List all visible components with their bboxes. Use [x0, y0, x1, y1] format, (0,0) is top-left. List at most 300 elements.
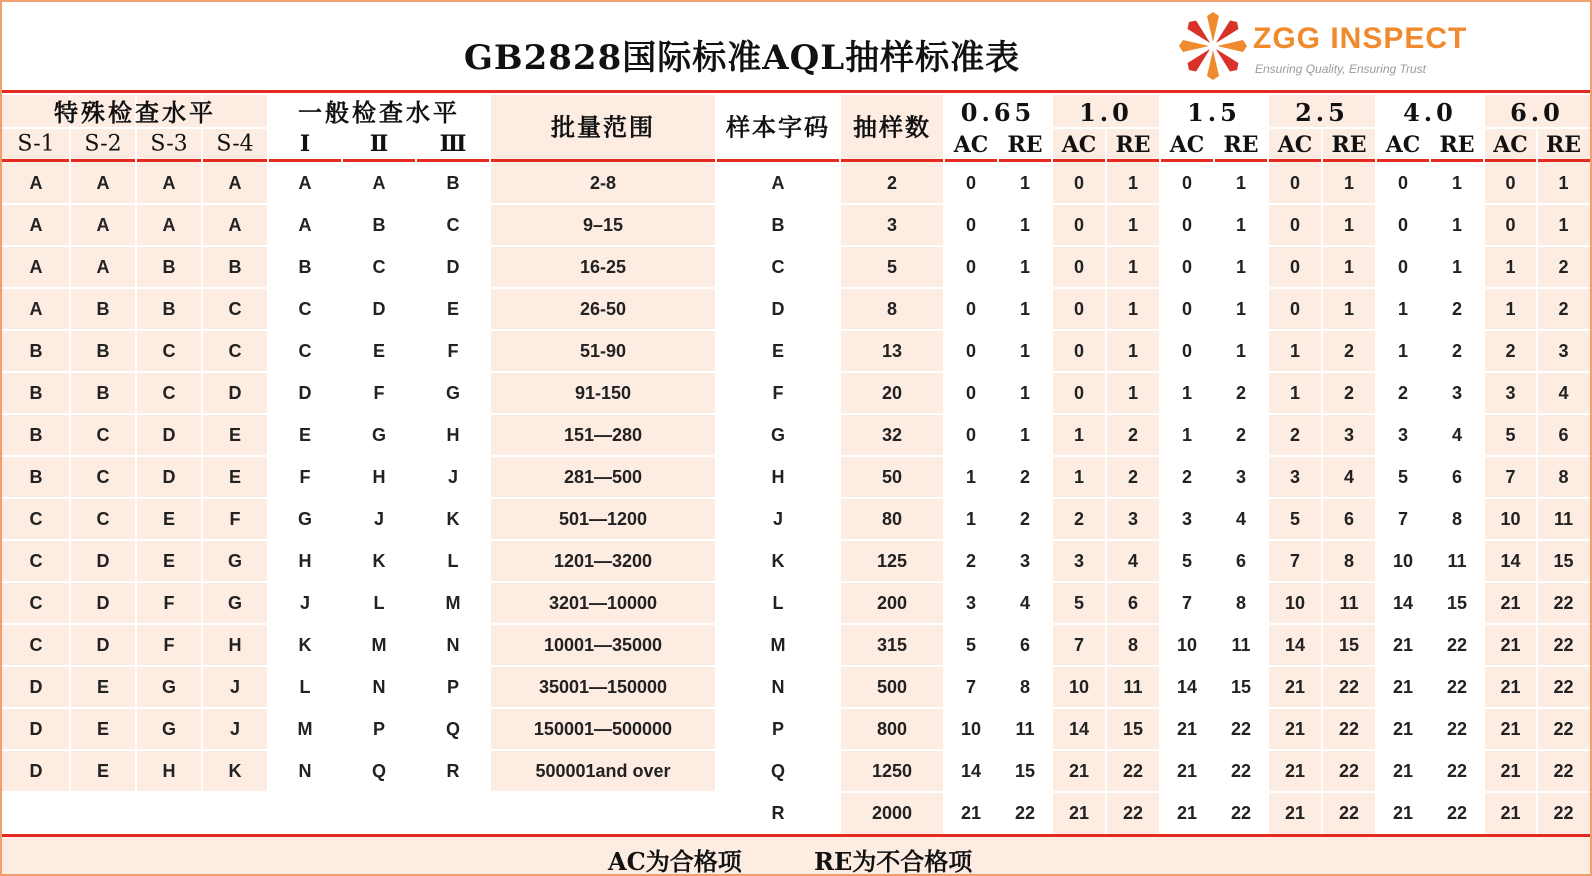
aql-table-grid — [2, 95, 1590, 836]
special-level-cell: C — [96, 467, 110, 487]
special-level-cell: B — [162, 299, 176, 319]
re-cell: 2 — [1558, 299, 1569, 319]
re-cell: 2 — [1343, 341, 1355, 361]
re-cell: 3 — [1343, 425, 1355, 445]
special-level-cell: C — [29, 551, 43, 571]
re-cell: 1 — [1127, 383, 1139, 403]
re-cell: 6 — [1019, 635, 1031, 655]
re-cell: 6 — [1558, 425, 1569, 445]
re-cell: 22 — [1230, 761, 1252, 781]
general-level-cell: J — [373, 509, 385, 529]
ac-cell: 7 — [965, 677, 977, 697]
ac-cell: 0 — [1181, 299, 1193, 319]
general-level-cell: C — [298, 299, 312, 319]
ac-cell: 2 — [1289, 425, 1301, 445]
ac-cell: 21 — [1392, 761, 1414, 781]
re-cell: 6 — [1343, 509, 1355, 529]
ac-heading: AC — [1277, 132, 1313, 158]
batch-size-cell: 91-150 — [574, 383, 632, 403]
re-cell: 4 — [1343, 467, 1355, 487]
general-level-cell: N — [446, 635, 460, 655]
special-level-cell: D — [29, 719, 43, 739]
brand-logo — [1177, 10, 1477, 82]
special-level-cell: C — [29, 509, 43, 529]
re-cell: 22 — [1338, 803, 1360, 823]
brand-name: ZGG INSPECT — [1253, 22, 1468, 55]
re-cell: 22 — [1446, 635, 1468, 655]
re-cell: 6 — [1235, 551, 1247, 571]
ac-cell: 3 — [1073, 551, 1085, 571]
ac-cell: 0 — [1289, 173, 1301, 193]
special-level-cell: D — [29, 677, 43, 697]
re-cell: 1 — [1127, 341, 1139, 361]
re-cell: 22 — [1446, 803, 1468, 823]
special-level-cell: D — [29, 761, 43, 781]
ac-cell: 7 — [1181, 593, 1193, 613]
re-cell: 8 — [1235, 593, 1247, 613]
ac-cell: 14 — [960, 761, 982, 781]
ac-cell: 3 — [965, 593, 977, 613]
page-title: GB2828国际标准AQL抽样标准表 — [463, 38, 1021, 78]
sample-size-cell: 13 — [881, 341, 903, 361]
ac-cell: 10 — [1392, 551, 1414, 571]
ac-cell: 0 — [1289, 299, 1301, 319]
re-note: RE为不合格项 — [814, 847, 973, 876]
general-level-cell: G — [445, 383, 461, 403]
special-level-cell: G — [227, 551, 243, 571]
special-level-cell: C — [96, 509, 110, 529]
empty-cell-region — [2, 792, 716, 834]
sample-code-heading: 样本字码 — [726, 112, 830, 142]
batch-size-cell: 10001—35000 — [543, 635, 663, 655]
re-cell: 3 — [1127, 509, 1139, 529]
special-level-cell: A — [29, 257, 43, 277]
re-cell: 1 — [1127, 257, 1139, 277]
re-cell: 22 — [1014, 803, 1036, 823]
re-cell: 1 — [1343, 215, 1355, 235]
sample-code-cell: Q — [770, 761, 786, 781]
general-level-cell: A — [298, 173, 312, 193]
ac-heading: AC — [1169, 132, 1205, 158]
sample-size-cell: 5 — [886, 257, 898, 277]
re-heading: RE — [1331, 132, 1367, 158]
re-cell: 4 — [1451, 425, 1463, 445]
ac-cell: 10 — [1176, 635, 1198, 655]
general-level-cell: J — [447, 467, 459, 487]
sample-size-cell: 200 — [876, 593, 908, 613]
sample-size-cell: 125 — [876, 551, 908, 571]
re-cell: 1 — [1019, 341, 1031, 361]
re-cell: 22 — [1553, 803, 1574, 823]
re-cell: 6 — [1451, 467, 1463, 487]
ac-cell: 3 — [1289, 467, 1301, 487]
special-level-cell: C — [29, 635, 43, 655]
general-level-cell: A — [298, 215, 312, 235]
ac-cell: 5 — [1073, 593, 1085, 613]
sample-code-cell: P — [771, 719, 785, 739]
re-cell: 1 — [1235, 173, 1247, 193]
re-cell: 22 — [1446, 677, 1468, 697]
ac-cell: 21 — [1176, 719, 1198, 739]
special-level-label: S-3 — [150, 131, 188, 157]
special-level-cell: E — [96, 761, 110, 781]
ac-cell: 1 — [965, 467, 977, 487]
special-level-label: S-1 — [17, 131, 55, 157]
re-cell: 11 — [1015, 719, 1035, 739]
ac-cell: 21 — [1284, 677, 1306, 697]
re-cell: 6 — [1127, 593, 1139, 613]
general-level-cell: E — [372, 341, 386, 361]
aql-level-heading: 0.65 — [960, 98, 1036, 127]
ac-cell: 21 — [1500, 761, 1521, 781]
special-level-cell: B — [96, 299, 110, 319]
ac-cell: 0 — [1073, 341, 1085, 361]
re-cell: 1 — [1019, 257, 1031, 277]
special-level-heading: 特殊检查水平 — [54, 98, 216, 127]
sample-code-cell: G — [770, 425, 786, 445]
re-cell: 1 — [1451, 173, 1463, 193]
general-level-cell: Q — [371, 761, 387, 781]
ac-cell: 1 — [1505, 257, 1516, 277]
batch-size-cell: 150001—500000 — [533, 719, 673, 739]
sample-code-cell: K — [771, 551, 785, 571]
general-level-cell: F — [447, 341, 459, 361]
special-level-cell: G — [161, 719, 177, 739]
aql-level-heading: 1.0 — [1079, 98, 1133, 127]
re-cell: 3 — [1019, 551, 1031, 571]
sample-size-cell: 32 — [881, 425, 903, 445]
special-level-cell: F — [163, 593, 175, 613]
sample-size-cell: 800 — [876, 719, 908, 739]
ac-cell: 3 — [1181, 509, 1193, 529]
special-level-cell: E — [228, 425, 242, 445]
special-level-cell: D — [162, 467, 176, 487]
re-cell: 1 — [1235, 215, 1247, 235]
special-level-cell: B — [29, 383, 43, 403]
ac-cell: 0 — [1505, 215, 1516, 235]
general-level-cell: E — [446, 299, 460, 319]
re-cell: 2 — [1127, 467, 1139, 487]
special-level-cell: A — [29, 215, 43, 235]
special-level-cell: E — [96, 677, 110, 697]
re-cell: 11 — [1447, 551, 1467, 571]
re-cell: 3 — [1558, 341, 1569, 361]
footer-notes — [2, 837, 1590, 874]
re-cell: 22 — [1338, 677, 1360, 697]
special-level-cell: B — [96, 341, 110, 361]
special-level-cell: A — [96, 257, 110, 277]
ac-cell: 21 — [1068, 803, 1090, 823]
re-cell: 1 — [1343, 173, 1355, 193]
ac-cell: 5 — [1289, 509, 1301, 529]
ac-cell: 21 — [1392, 635, 1414, 655]
general-level-label: Ⅰ — [299, 131, 311, 157]
ac-cell: 1 — [1397, 341, 1409, 361]
special-level-cell: D — [96, 635, 110, 655]
re-cell: 1 — [1451, 215, 1463, 235]
ac-cell: 21 — [1392, 803, 1414, 823]
special-level-label: S-2 — [84, 131, 122, 157]
re-cell: 3 — [1451, 383, 1463, 403]
re-cell: 4 — [1019, 593, 1031, 613]
ac-cell: 21 — [960, 803, 982, 823]
re-cell: 22 — [1553, 761, 1574, 781]
general-level-cell: G — [297, 509, 313, 529]
sample-code-cell: N — [771, 677, 785, 697]
re-cell: 8 — [1127, 635, 1139, 655]
ac-cell: 21 — [1500, 803, 1521, 823]
ac-cell: 0 — [1505, 173, 1516, 193]
ac-cell: 5 — [965, 635, 977, 655]
re-cell: 2 — [1558, 257, 1569, 277]
re-cell: 2 — [1235, 425, 1247, 445]
general-level-cell: D — [298, 383, 312, 403]
ac-cell: 0 — [1181, 173, 1193, 193]
ac-cell: 14 — [1500, 551, 1521, 571]
re-cell: 1 — [1019, 299, 1031, 319]
special-level-cell: C — [96, 425, 110, 445]
ac-cell: 0 — [1397, 215, 1409, 235]
batch-size-cell: 16-25 — [579, 257, 627, 277]
general-level-cell: P — [446, 677, 460, 697]
ac-cell: 0 — [1073, 299, 1085, 319]
ac-cell: 1 — [1181, 383, 1193, 403]
re-heading: RE — [1545, 132, 1582, 158]
re-cell: 1 — [1558, 215, 1569, 235]
re-cell: 22 — [1338, 761, 1360, 781]
special-level-cell: E — [162, 551, 176, 571]
sample-size-cell: 8 — [886, 299, 898, 319]
special-level-cell: A — [162, 173, 176, 193]
ac-cell: 1 — [1289, 383, 1301, 403]
sample-code-cell: H — [771, 467, 785, 487]
re-cell: 4 — [1558, 383, 1569, 403]
ac-cell: 2 — [965, 551, 977, 571]
sample-code-cell: L — [772, 593, 784, 613]
general-level-cell: B — [298, 257, 312, 277]
special-level-cell: C — [228, 299, 242, 319]
ac-cell: 10 — [960, 719, 982, 739]
ac-cell: 10 — [1284, 593, 1306, 613]
sample-size-cell: 1250 — [871, 761, 913, 781]
general-level-cell: L — [447, 551, 459, 571]
special-level-cell: C — [162, 383, 176, 403]
re-cell: 1 — [1127, 215, 1139, 235]
re-cell: 22 — [1446, 719, 1468, 739]
special-level-cell: A — [96, 173, 110, 193]
general-level-cell: A — [372, 173, 386, 193]
batch-size-cell: 500001and over — [535, 761, 671, 781]
sample-size-cell: 80 — [881, 509, 903, 529]
batch-size-cell: 51-90 — [579, 341, 627, 361]
re-cell: 15 — [1230, 677, 1252, 697]
general-level-cell: C — [298, 341, 312, 361]
general-level-cell: J — [299, 593, 311, 613]
re-cell: 2 — [1235, 383, 1247, 403]
ac-cell: 7 — [1289, 551, 1301, 571]
title-divider — [2, 90, 1590, 93]
re-cell: 1 — [1343, 257, 1355, 277]
re-cell: 1 — [1127, 173, 1139, 193]
ac-cell: 2 — [1397, 383, 1409, 403]
re-cell: 15 — [1446, 593, 1468, 613]
ac-cell: 3 — [1505, 383, 1516, 403]
special-level-cell: B — [29, 425, 43, 445]
special-level-cell: D — [96, 551, 110, 571]
special-level-cell: A — [96, 215, 110, 235]
general-level-cell: K — [372, 551, 386, 571]
re-heading: RE — [1007, 132, 1043, 158]
ac-cell: 1 — [965, 509, 977, 529]
ac-cell: 0 — [965, 299, 977, 319]
title-bar — [2, 2, 1590, 90]
re-cell: 8 — [1451, 509, 1463, 529]
re-cell: 1 — [1127, 299, 1139, 319]
ac-cell: 21 — [1500, 719, 1521, 739]
re-cell: 15 — [1338, 635, 1360, 655]
re-heading: RE — [1115, 132, 1151, 158]
ac-cell: 3 — [1397, 425, 1409, 445]
general-level-cell: L — [373, 593, 385, 613]
re-heading: RE — [1223, 132, 1259, 158]
ac-cell: 21 — [1392, 677, 1414, 697]
ac-cell: 5 — [1397, 467, 1409, 487]
ac-cell: 21 — [1284, 803, 1306, 823]
special-level-cell: A — [228, 215, 242, 235]
ac-cell: 1 — [1505, 299, 1516, 319]
special-level-cell: H — [228, 635, 242, 655]
sample-code-cell: B — [771, 215, 785, 235]
sample-size-cell: 315 — [876, 635, 908, 655]
ac-cell: 0 — [965, 383, 977, 403]
special-level-cell: F — [163, 635, 175, 655]
ac-cell: 7 — [1073, 635, 1085, 655]
re-cell: 1 — [1019, 425, 1031, 445]
special-level-cell: C — [162, 341, 176, 361]
ac-cell: 21 — [1284, 719, 1306, 739]
sample-size-cell: 20 — [881, 383, 903, 403]
special-level-cell: E — [96, 719, 110, 739]
batch-size-cell: 26-50 — [579, 299, 627, 319]
special-level-cell: B — [228, 257, 242, 277]
re-cell: 2 — [1127, 425, 1139, 445]
special-level-cell: D — [162, 425, 176, 445]
sample-size-heading: 抽样数 — [853, 112, 931, 142]
general-level-label: Ⅱ — [369, 131, 389, 157]
ac-cell: 2 — [1181, 467, 1193, 487]
ac-cell: 14 — [1392, 593, 1414, 613]
ac-cell: 1 — [1397, 299, 1409, 319]
general-level-cell: K — [446, 509, 460, 529]
sample-code-cell: R — [771, 803, 785, 823]
ac-cell: 1 — [1073, 467, 1085, 487]
batch-size-cell: 35001—150000 — [538, 677, 668, 697]
ac-cell: 14 — [1176, 677, 1198, 697]
re-cell: 11 — [1339, 593, 1359, 613]
general-level-cell: C — [446, 215, 460, 235]
re-cell: 22 — [1122, 761, 1144, 781]
ac-cell: 0 — [1073, 215, 1085, 235]
special-level-cell: B — [29, 467, 43, 487]
special-level-cell: D — [96, 593, 110, 613]
ac-cell: 21 — [1392, 719, 1414, 739]
ac-cell: 0 — [1073, 383, 1085, 403]
general-level-cell: D — [446, 257, 460, 277]
ac-cell: 0 — [1181, 341, 1193, 361]
special-level-cell: F — [229, 509, 241, 529]
re-cell: 8 — [1019, 677, 1031, 697]
ac-heading: AC — [1061, 132, 1097, 158]
general-level-heading: 一般检查水平 — [298, 98, 460, 127]
brand-tagline: Ensuring Quality, Ensuring Trust — [1255, 62, 1426, 76]
sample-size-cell: 500 — [876, 677, 908, 697]
sample-code-cell: M — [770, 635, 786, 655]
re-cell: 22 — [1230, 803, 1252, 823]
special-level-cell: B — [29, 341, 43, 361]
re-cell: 11 — [1553, 509, 1574, 529]
re-cell: 2 — [1019, 467, 1031, 487]
sample-size-cell: 2 — [886, 173, 898, 193]
general-level-cell: F — [299, 467, 311, 487]
general-level-cell: F — [373, 383, 385, 403]
special-level-cell: G — [161, 677, 177, 697]
re-cell: 22 — [1553, 677, 1574, 697]
re-cell: 15 — [1553, 551, 1574, 571]
ac-cell: 2 — [1073, 509, 1085, 529]
ac-cell: 1 — [1073, 425, 1085, 445]
general-level-cell: R — [446, 761, 460, 781]
re-cell: 22 — [1446, 761, 1468, 781]
ac-cell: 0 — [965, 341, 977, 361]
general-level-cell: K — [298, 635, 312, 655]
re-cell: 11 — [1123, 677, 1143, 697]
re-heading: RE — [1439, 132, 1475, 158]
general-level-cell: H — [372, 467, 386, 487]
re-cell: 1 — [1451, 257, 1463, 277]
special-level-cell: D — [228, 383, 242, 403]
ac-cell: 0 — [965, 257, 977, 277]
ac-cell: 0 — [1073, 257, 1085, 277]
ac-cell: 0 — [965, 215, 977, 235]
general-level-cell: B — [446, 173, 460, 193]
general-level-cell: M — [297, 719, 313, 739]
aql-level-heading: 1.5 — [1187, 98, 1241, 127]
ac-cell: 5 — [1505, 425, 1516, 445]
ac-cell: 14 — [1068, 719, 1090, 739]
star-burst-logo-icon — [1177, 10, 1249, 82]
re-cell: 2 — [1451, 299, 1463, 319]
general-level-cell: E — [298, 425, 312, 445]
sample-code-cell: A — [771, 173, 785, 193]
batch-size-cell: 151—280 — [563, 425, 643, 445]
re-cell: 8 — [1558, 467, 1569, 487]
special-level-cell: C — [29, 593, 43, 613]
batch-size-cell: 9–15 — [582, 215, 624, 235]
ac-cell: 5 — [1181, 551, 1193, 571]
batch-size-cell: 501—1200 — [558, 509, 648, 529]
general-level-cell: Q — [445, 719, 461, 739]
re-cell: 3 — [1235, 467, 1247, 487]
general-level-cell: P — [372, 719, 386, 739]
special-level-cell: A — [29, 173, 43, 193]
re-cell: 15 — [1014, 761, 1036, 781]
special-level-cell: B — [96, 383, 110, 403]
re-cell: 1 — [1558, 173, 1569, 193]
sample-code-cell: D — [771, 299, 785, 319]
general-level-cell: H — [298, 551, 312, 571]
re-cell: 4 — [1235, 509, 1247, 529]
ac-cell: 1 — [1289, 341, 1301, 361]
